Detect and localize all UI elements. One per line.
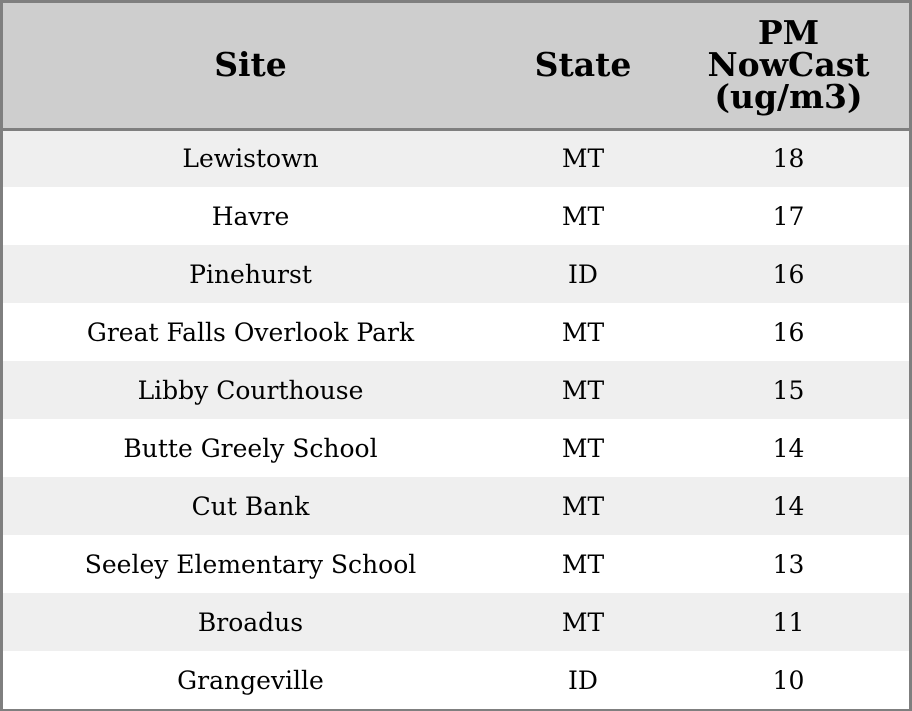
- table-row: [3, 477, 909, 535]
- pm-value-cell: 18: [772, 144, 805, 174]
- state-cell: MT: [561, 375, 605, 405]
- state-cell: MT: [561, 491, 605, 521]
- state-cell: MT: [561, 433, 605, 463]
- column-header-state: [498, 3, 668, 129]
- table-row: [3, 129, 909, 187]
- pm-value-cell: 16: [772, 317, 805, 347]
- site-cell: Broadus: [197, 607, 304, 637]
- state-cell: MT: [561, 144, 605, 174]
- column-header-site: [3, 3, 498, 129]
- state-cell: ID: [568, 665, 598, 695]
- site-cell: Havre: [211, 201, 290, 231]
- state-cell: MT: [561, 549, 605, 579]
- state-cell: MT: [561, 607, 605, 637]
- table-row: [3, 361, 909, 419]
- pm-value-cell: 17: [772, 201, 805, 231]
- column-header-pm-nowcast: [668, 3, 909, 129]
- table-body: [3, 129, 909, 709]
- column-header-site-text: Site: [214, 45, 287, 85]
- pm-value-cell: 14: [772, 491, 805, 521]
- table-row: [3, 535, 909, 593]
- table-header: [3, 3, 909, 129]
- column-header-pm-line-3: (ug/m3): [714, 77, 863, 117]
- table-row: [3, 593, 909, 651]
- site-cell: Great Falls Overlook Park: [86, 317, 415, 347]
- pm-value-cell: 16: [772, 259, 805, 289]
- pm-value-cell: 13: [772, 549, 805, 579]
- site-cell: Seeley Elementary School: [84, 549, 417, 579]
- state-cell: MT: [561, 317, 605, 347]
- pm-value-cell: 15: [772, 375, 805, 405]
- table-row: [3, 419, 909, 477]
- state-cell: ID: [568, 259, 598, 289]
- column-header-pm-line-2: NowCast: [707, 45, 870, 85]
- column-header-state-text: State: [534, 45, 632, 85]
- site-cell: Pinehurst: [189, 259, 312, 289]
- site-cell: Cut Bank: [191, 491, 310, 521]
- header-row: [3, 3, 909, 129]
- table-row: [3, 651, 909, 709]
- pm-nowcast-table: [3, 3, 909, 709]
- pm-value-cell: 14: [772, 433, 805, 463]
- pm-value-cell: 11: [772, 607, 805, 637]
- pm-value-cell: 10: [772, 665, 805, 695]
- site-cell: Butte Greely School: [123, 433, 378, 463]
- table-row: [3, 245, 909, 303]
- column-header-pm-line-1: PM: [757, 13, 820, 53]
- site-cell: Lewistown: [182, 144, 319, 174]
- site-cell: Libby Courthouse: [137, 375, 364, 405]
- table-row: [3, 303, 909, 361]
- state-cell: MT: [561, 201, 605, 231]
- site-cell: Grangeville: [177, 665, 324, 695]
- table-row: [3, 187, 909, 245]
